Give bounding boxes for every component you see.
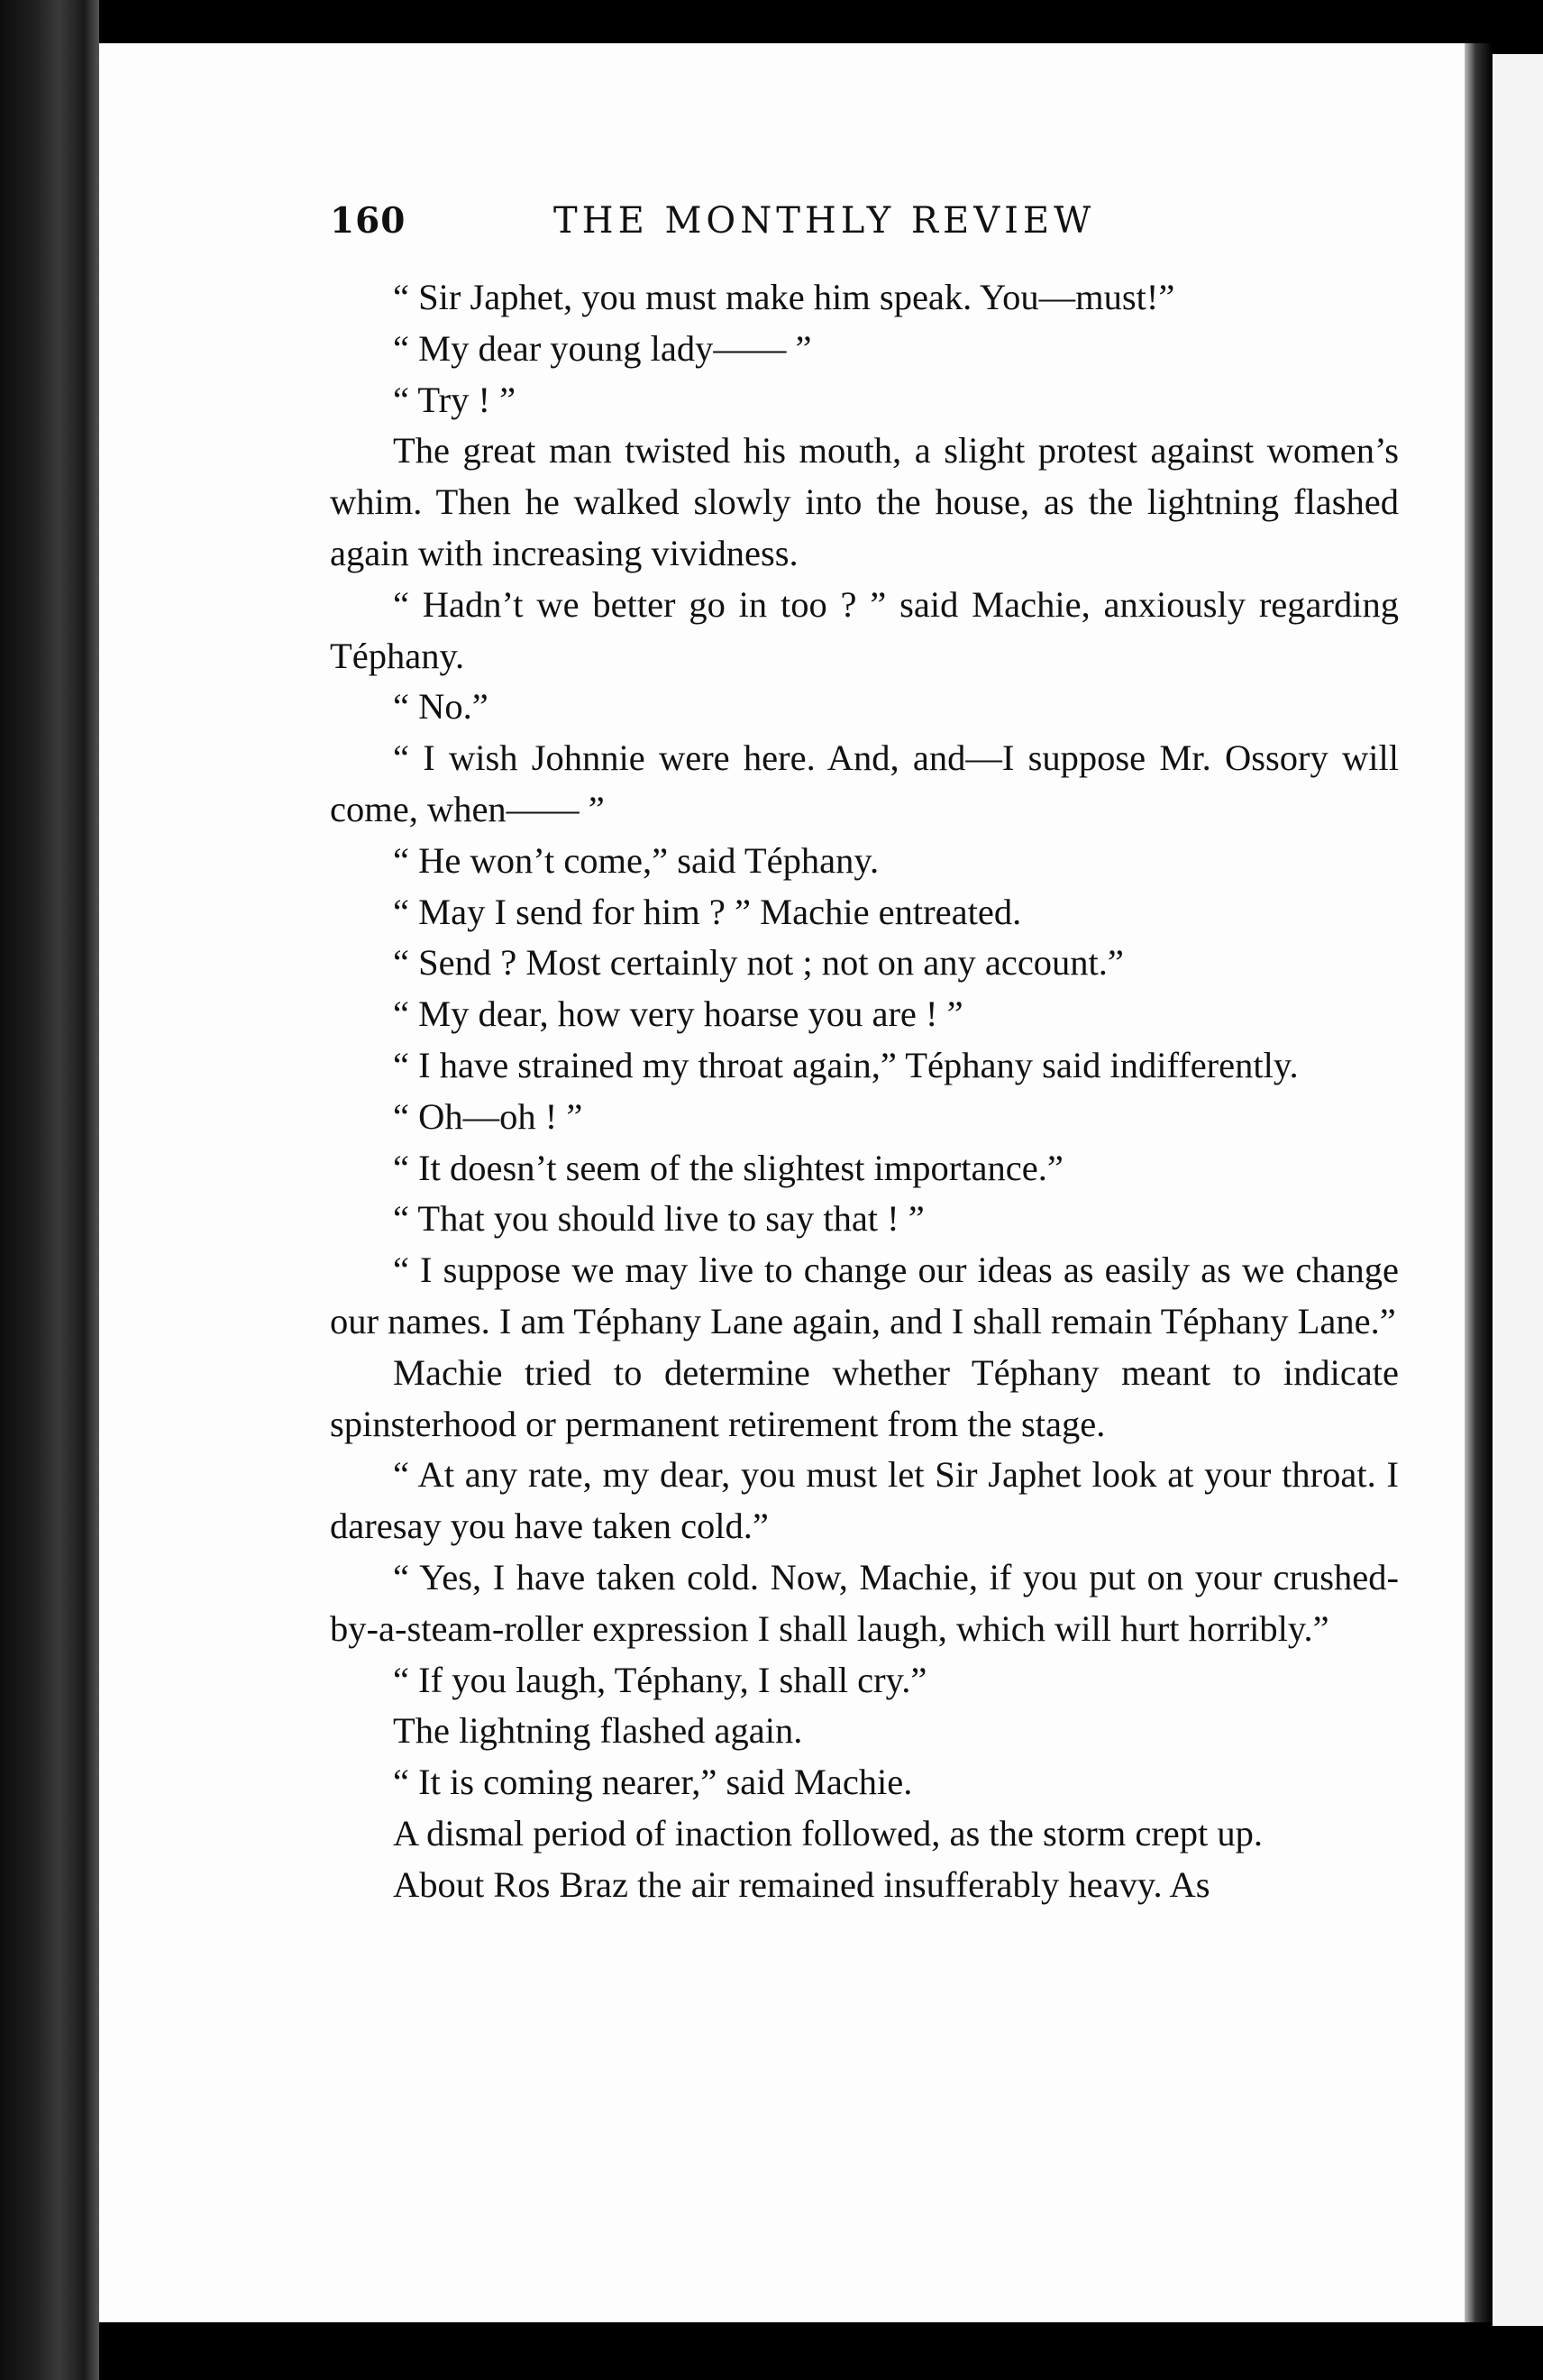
paragraph: “ I wish Johnnie were here. And, and—I suppose Mr. Ossory will come, when—— ”	[330, 737, 1399, 829]
paragraph: The great man twisted his mouth, a slight protest against women’s whim. Then he walked slowly into the house, as the lightning flashed again with increasing vividness.	[330, 430, 1399, 573]
paragraph: “ Sir Japhet, you must make him speak. You—must!”	[393, 277, 1175, 317]
paragraph: “ No.”	[393, 686, 488, 728]
paragraph: “ I suppose we may live to change our ideas as easily as we change our names. I am Téphany Lane again, and I shall remain Téphany Lane.”	[330, 1250, 1399, 1341]
paragraph: “ May I send for him ? ” Machie entreated.	[393, 891, 1022, 932]
page-number: 160	[330, 200, 406, 242]
paragraph: A dismal period of inaction followed, as the storm crept up.	[393, 1812, 1264, 1854]
paragraph: “ Hadn’t we better go in too ? ” said Machie, anxiously regarding Téphany.	[330, 583, 1399, 676]
next-page-edge	[1493, 54, 1543, 2326]
page-header	[330, 200, 1168, 254]
paragraph: “ Yes, I have taken cold. Now, Machie, if you put on your crushed-by-a-steam-roller expression I shall laugh, which will hurt horribly.”	[330, 1556, 1399, 1649]
paragraph: About Ros Braz the air remained insufferably heavy. As	[393, 1863, 1210, 1905]
paragraph: The lightning flashed again.	[393, 1710, 803, 1752]
paragraph: “ At any rate, my dear, you must let Sir Japhet look at your throat. I daresay you have taken cold.”	[330, 1454, 1399, 1547]
paragraph: “ Send ? Most certainly not ; not on any account.”	[393, 942, 1124, 984]
paragraph: Machie tried to determine whether Téphany meant to indicate spinsterhood or permanent retirement from the stage.	[330, 1351, 1399, 1444]
paragraph: “ That you should live to say that ! ”	[393, 1198, 925, 1240]
body-text	[330, 272, 1399, 1911]
paragraph: “ If you laugh, Téphany, I shall cry.”	[393, 1659, 927, 1700]
paragraph: “ Try ! ”	[393, 379, 516, 420]
paragraph: “ Oh—oh ! ”	[393, 1095, 583, 1137]
paragraph: “ I have strained my throat again,” Téphany said indifferently.	[393, 1044, 1299, 1085]
book-spine-edge	[0, 0, 99, 2380]
running-title: THE MONTHLY REVIEW	[553, 200, 1096, 242]
page-gutter-shadow	[1465, 43, 1493, 2322]
paragraph: “ It doesn’t seem of the slightest importance.”	[393, 1147, 1064, 1188]
paragraph: “ He won’t come,” said Téphany.	[393, 839, 880, 881]
paragraph: “ My dear young lady—— ”	[393, 327, 812, 369]
paragraph: “ It is coming nearer,” said Machie.	[393, 1762, 913, 1803]
paragraph: “ My dear, how very hoarse you are ! ”	[393, 993, 963, 1035]
